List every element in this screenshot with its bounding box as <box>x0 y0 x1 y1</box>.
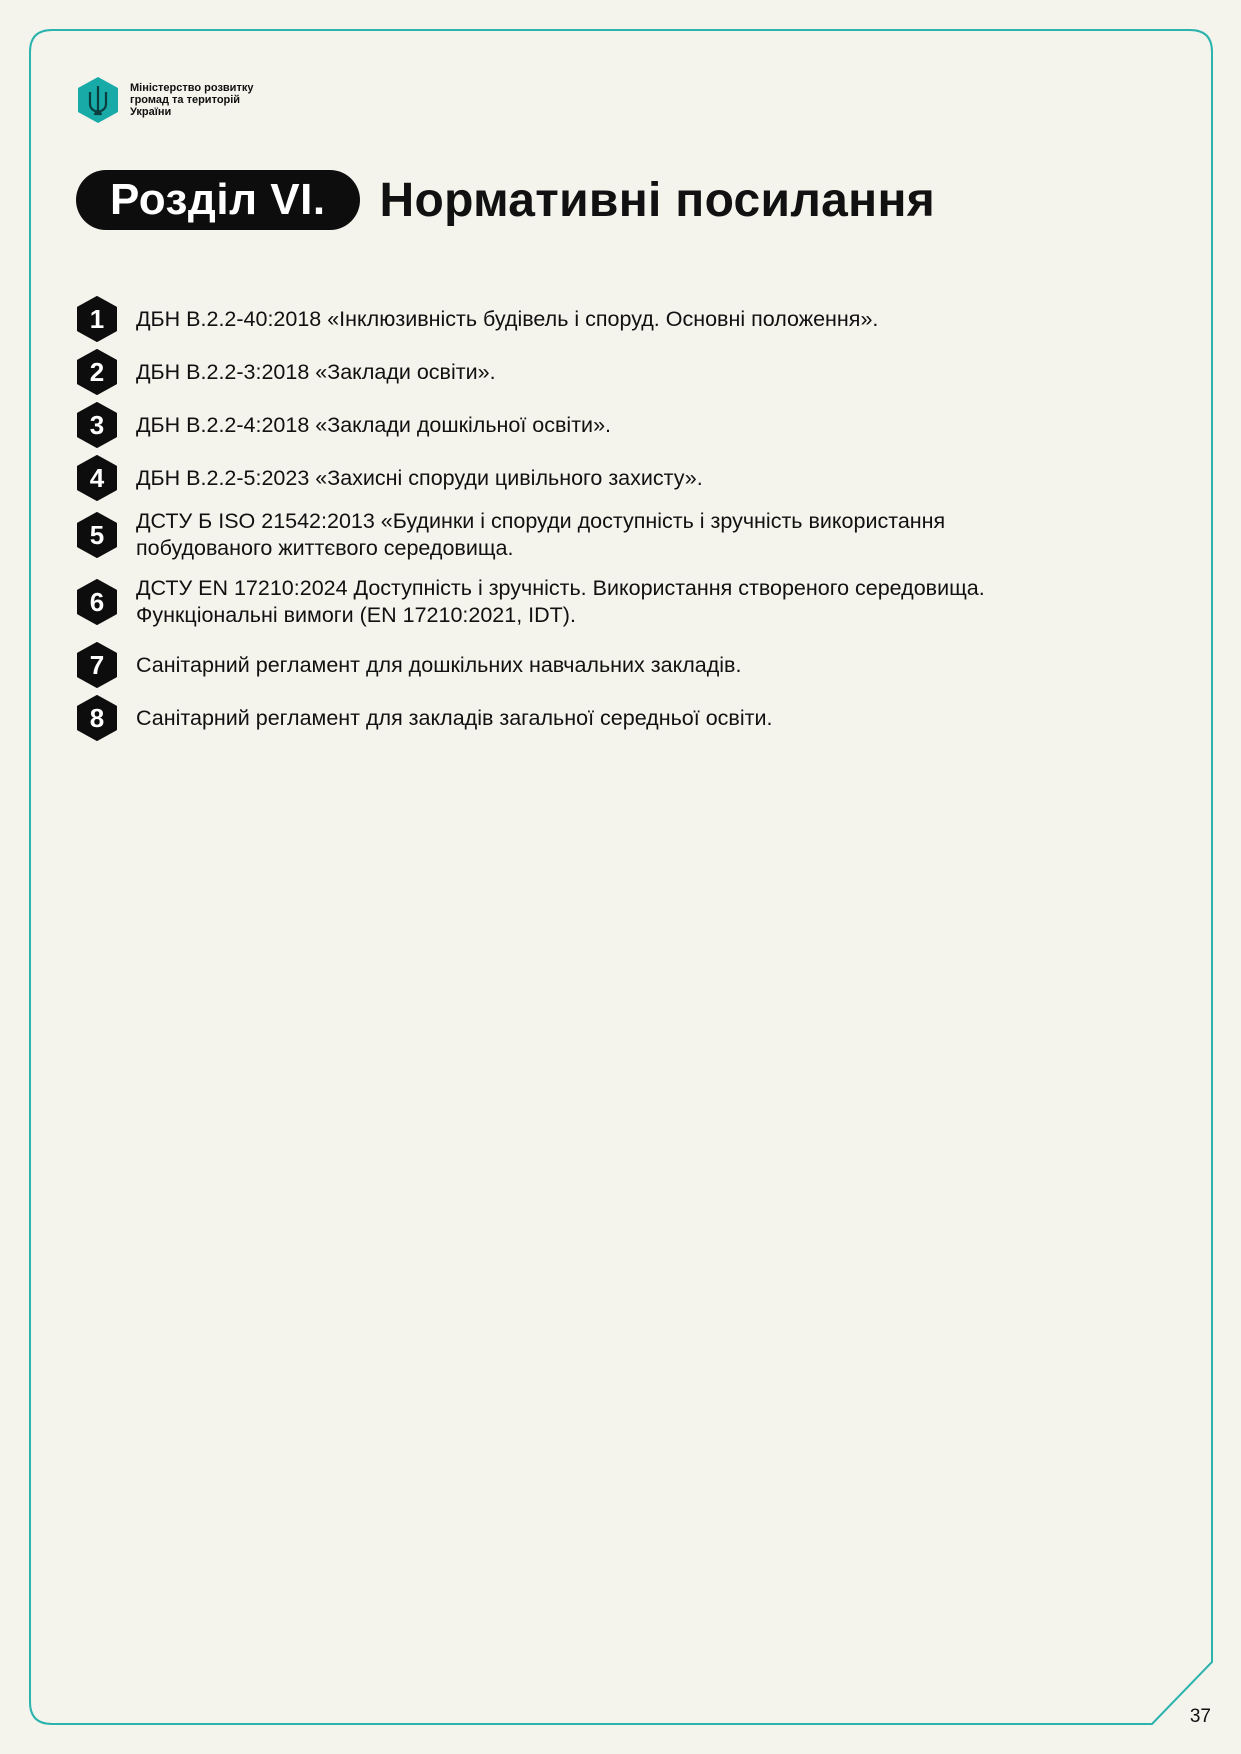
list-item <box>76 349 1136 395</box>
ministry-logo <box>76 76 280 124</box>
reference-text: ДСТУ EN 17210:2024 Доступність і зручність. Використання створеного середовища. Функціональні вимоги (EN 17210:2021, IDT). <box>136 576 985 627</box>
list-item <box>76 296 1136 342</box>
reference-text: Санітарний регламент для дошкільних навчальних закладів. <box>136 652 742 677</box>
reference-text: ДСТУ Б ISO 21542:2013 «Будинки і споруди доступність і зручність використання побудованого життєвого середовища. <box>136 509 946 560</box>
list-item <box>76 455 1136 501</box>
reference-text: ДБН В.2.2-4:2018 «Заклади дошкільної освіти». <box>136 412 611 437</box>
number-badge: 5 <box>76 512 118 558</box>
number-badge: 3 <box>76 402 118 448</box>
number-badge: 1 <box>76 296 118 342</box>
list-item <box>76 508 1136 562</box>
ministry-name: Міністерство розвитку громад та територій України <box>130 82 254 118</box>
number-badge: 2 <box>76 349 118 395</box>
reference-text: ДБН В.2.2-40:2018 «Інклюзивність будівель і споруд. Основні положення». <box>136 306 879 331</box>
list-item <box>76 575 1136 629</box>
reference-text: ДБН В.2.2-3:2018 «Заклади освіти». <box>136 359 496 384</box>
reference-text: Санітарний регламент для закладів загальної середньої освіти. <box>136 705 773 730</box>
list-item <box>76 402 1136 448</box>
page-number: 37 <box>1189 1706 1211 1727</box>
trident-icon <box>76 76 120 124</box>
number-badge: 4 <box>76 455 118 501</box>
section-label: Розділ VI. <box>76 170 360 230</box>
reference-text: ДБН В.2.2-5:2023 «Захисні споруди цивільного захисту». <box>136 465 703 490</box>
section-title: Нормативні посилання <box>379 173 936 227</box>
section-heading <box>76 170 935 230</box>
list-item <box>76 695 1136 741</box>
number-badge: 8 <box>76 695 118 741</box>
number-badge: 7 <box>76 642 118 688</box>
number-badge: 6 <box>76 579 118 625</box>
list-item <box>76 642 1136 688</box>
references-list <box>76 296 1136 748</box>
